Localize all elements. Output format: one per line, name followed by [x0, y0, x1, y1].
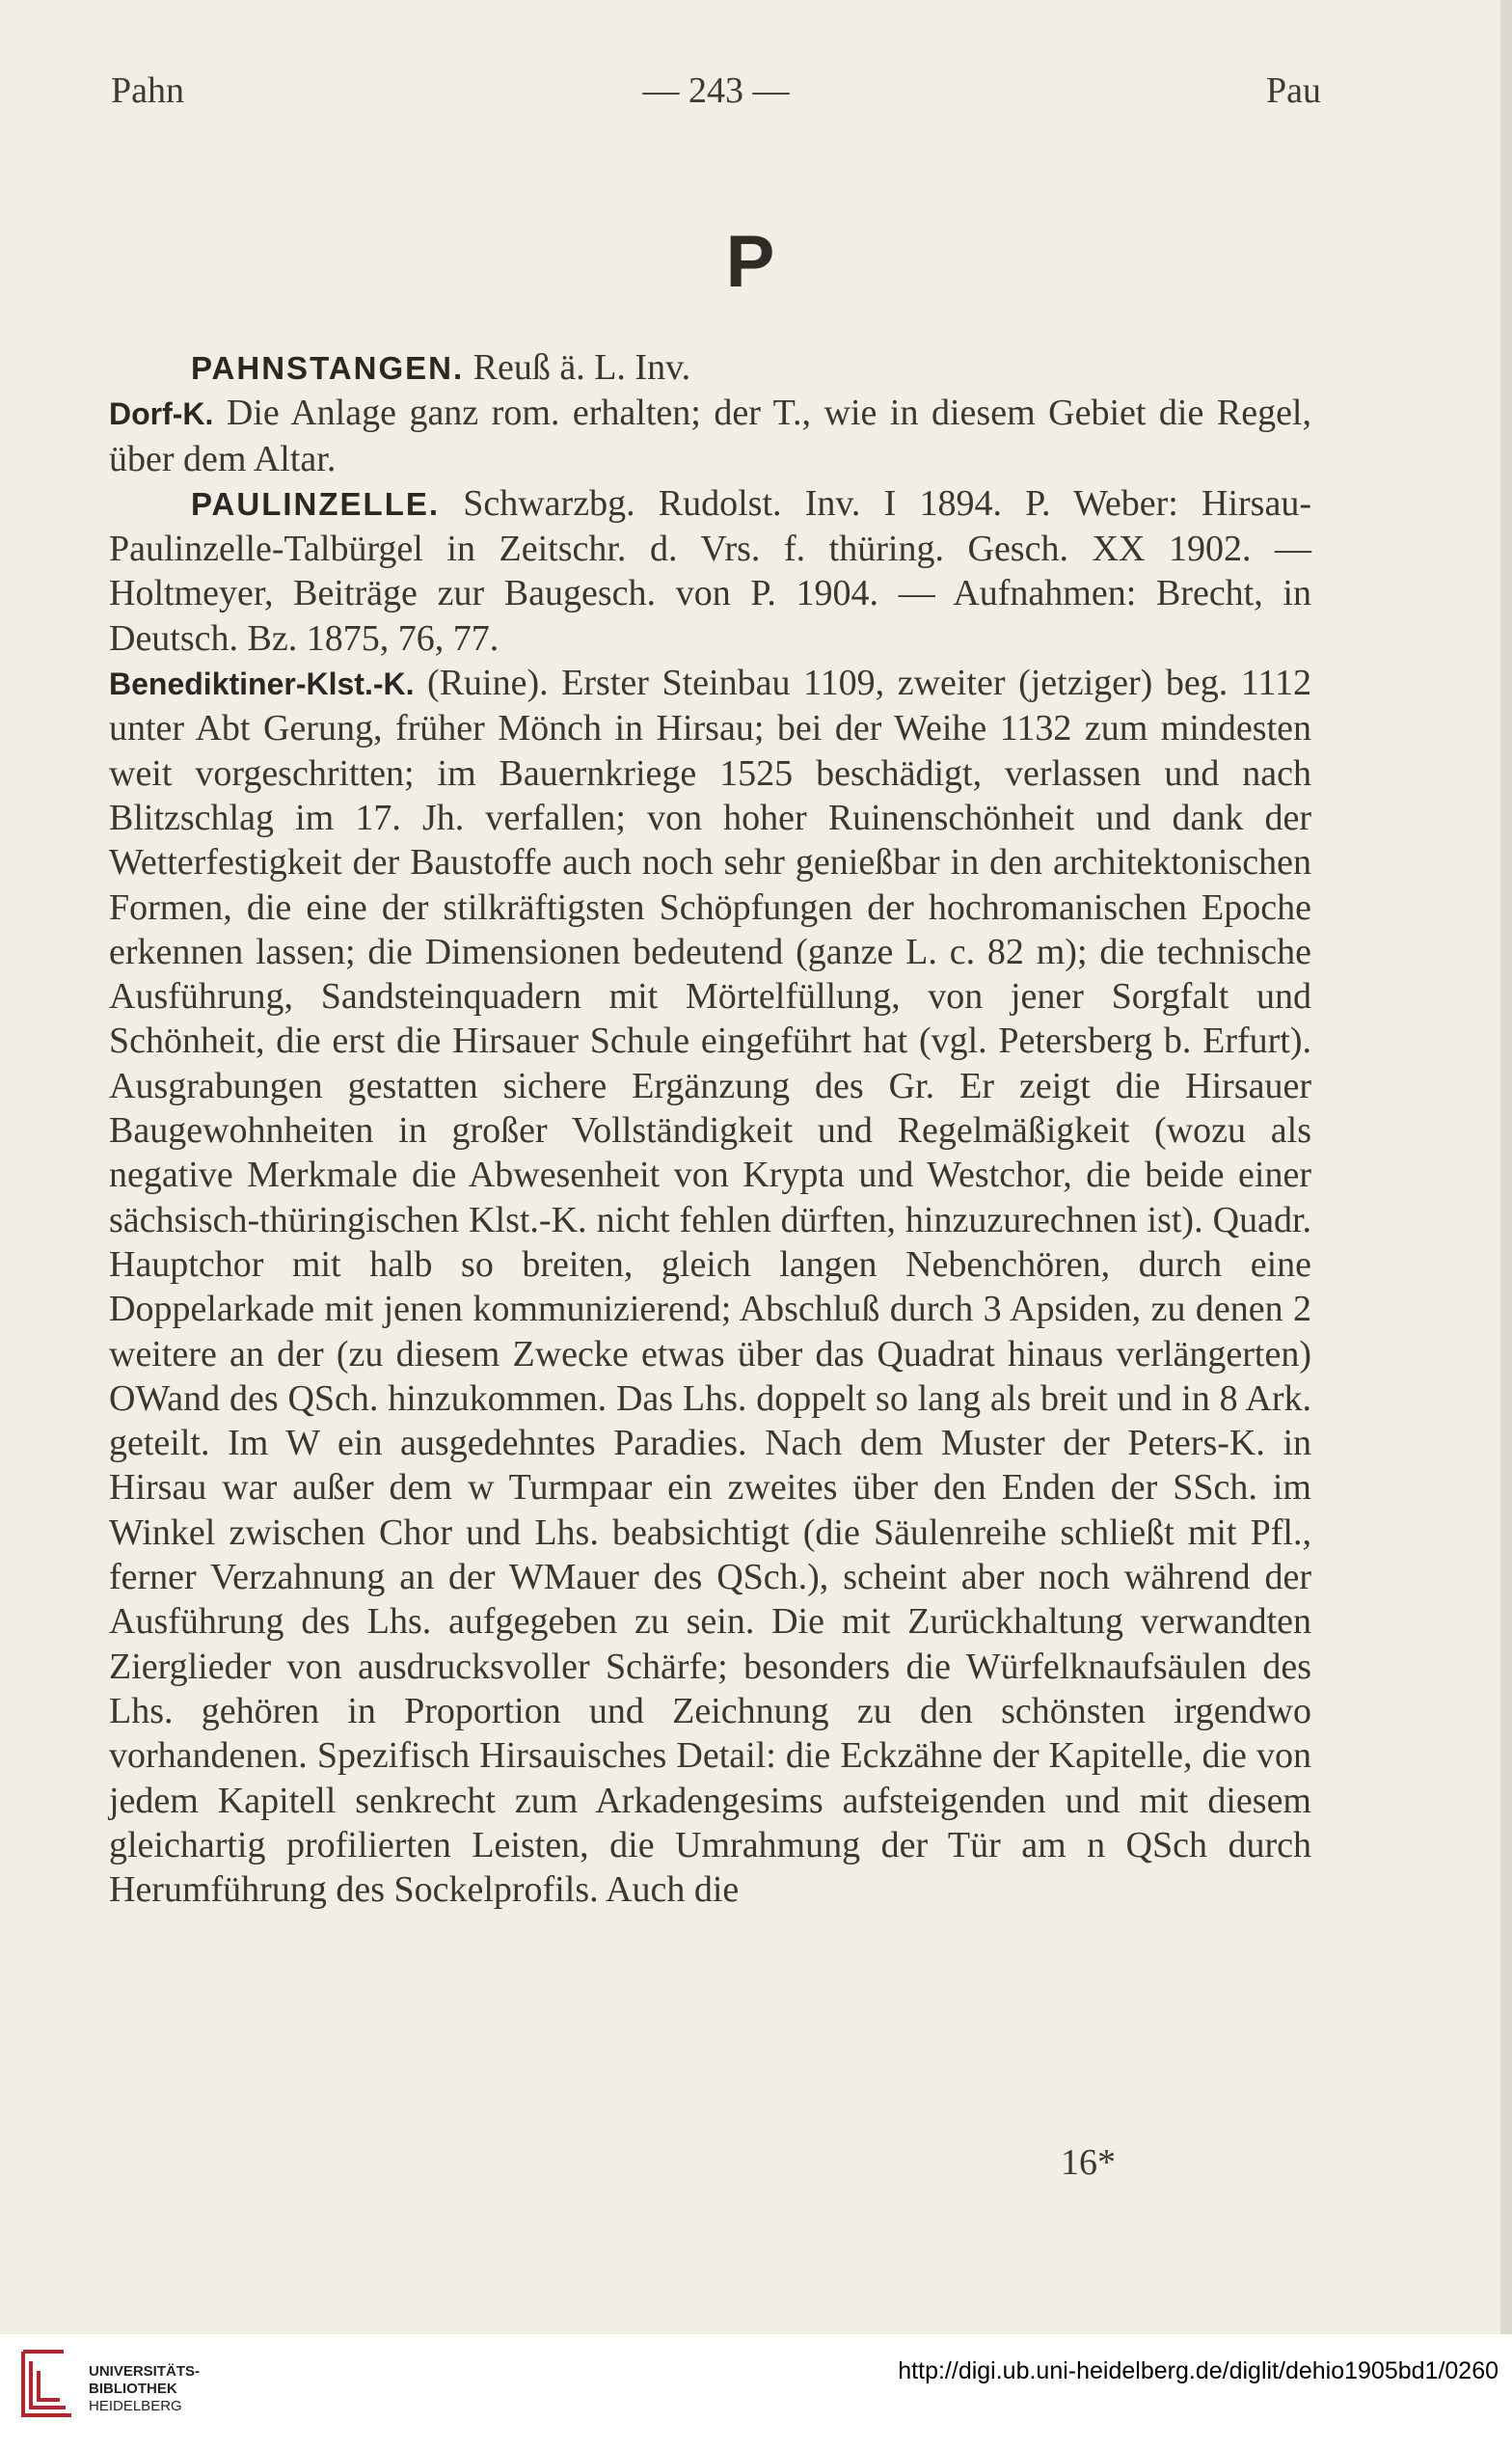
library-logo-icon	[17, 2348, 77, 2424]
page-edge	[1500, 0, 1512, 2334]
viewer-footer	[0, 2334, 1512, 2450]
subentry-dorf-kirche	[109, 391, 1311, 481]
library-name-line: BIBLIOTHEK	[89, 2381, 177, 2397]
subentry-text: (Ruine). Erster Steinbau 1109, zweiter (jetziger) beg. 1112 unter Abt Gerung, früher Mönch in Hirsau; bei der Weihe 1132 zum mindesten weit vorgeschritten; im Bauernkriege 1525 beschädigt, verlassen und nach Blitzschlag im 17. Jh. verfallen; von hoher Ruinenschönheit und dank der Wetterfestigkeit der Baustoffe auch noch sehr genießbar in den architektonischen Formen, die eine der stilkräftigsten Schöpfungen der hochromanischen Epoche erkennen lassen; die Dimensionen bedeutend (ganze L. c. 82 m); die technische Ausführung, Sandsteinquadern mit Mörtelfüllung, von jener Sorgfalt und Schönheit, die erst die Hirsauer Schule eingeführt hat (vgl. Petersberg b. Erfurt). Ausgrabungen gestatten sichere Ergänzung des Gr. Er zeigt die Hirsauer Baugewohnheiten in großer Vollständigkeit und Regelmäßigkeit (wozu als negative Merkmale die Abwesenheit von Krypta und Westchor, die beide einer sächsisch-thüringischen Klst.-K. nicht fehlen dürften, hinzuzurechnen ist). Quadr. Hauptchor mit halb so breiten, gleich langen Nebenchören, durch eine Doppelarkade mit jenen kommunizierend; Abschluß durch 3 Apsiden, zu denen 2 weitere an der (zu diesem Zwecke etwas über das Quadrat hinaus verlängerten) OWand des QSch. hinzukommen. Das Lhs. doppelt so lang als breit und in 8 Ark. geteilt. Im W ein ausgedehntes Paradies. Nach dem Muster der Peters-K. in Hirsau war außer dem w Turmpaar ein zweites über den Enden der SSch. im Winkel zwischen Chor und Lhs. beabsichtigt (die Säulenreihe schließt mit Pfl., ferner Verzahnung an der WMauer des QSch.), scheint aber noch während der Ausführung des Lhs. aufgegeben zu sein. Die mit Zurückhaltung verwandten Zierglieder von ausdrucksvoller Schärfe; besonders die Würfelknaufsäulen des Lhs. gehören in Proportion und Zeichnung zu den schönsten irgendwo vorhandenen. Spezifisch Hirsauisches Detail: die Eckzähne der Kapitelle, die von jedem Kapitell senkrecht zum Arkadengesims aufsteigenden und mit diesem gleichartig profilierten Leisten, die Umrahmung der Tür am n QSch durch Herumführung des Sockelprofils. Auch die	[109, 663, 1311, 1911]
subentry-text: Die Anlage ganz rom. erhalten; der T., wie in diesem Gebiet die Regel, über dem Altar.	[109, 393, 1311, 479]
running-head-left: Pahn	[111, 70, 184, 111]
library-name-line: HEIDELBERG	[89, 2398, 182, 2414]
sheet-signature: 16*	[1061, 2142, 1116, 2183]
sublemma-dorf-k: Dorf-K.	[109, 396, 214, 432]
library-name	[89, 2363, 200, 2415]
page-number: — 243 —	[642, 70, 790, 111]
running-head-right: Pau	[1266, 70, 1321, 111]
dictionary-text	[109, 345, 1311, 1912]
lemma-paulinzelle: PAULINZELLE.	[191, 485, 441, 522]
entry-intro: Reuß ä. L. Inv.	[464, 347, 691, 388]
lemma-pahnstangen: PAHNSTANGEN.	[191, 350, 465, 386]
section-letter: P	[725, 221, 775, 303]
permalink-url[interactable]: http://digi.ub.uni-heidelberg.de/diglit/dehio1905bd1/0260	[898, 2357, 1498, 2384]
running-head	[111, 69, 1321, 127]
entry-intro: Schwarzbg. Rudolst. Inv. I 1894. P. Weber: Hirsau-Paulinzelle-Talbürgel in Zeitschr. d. Vrs. f. thüring. Gesch. XX 1902. — Holtmeyer, Beiträge zur Baugesch. von P. 1904. — Aufnahmen: Brecht, in Deutsch. Bz. 1875, 76, 77.	[109, 482, 1311, 659]
subentry-benediktiner-kloster	[109, 661, 1311, 1912]
sublemma-benediktiner-klst-k: Benediktiner-Klst.-K.	[109, 667, 415, 702]
entry-pahnstangen	[109, 345, 1311, 391]
entry-paulinzelle	[109, 481, 1311, 661]
library-name-line: UNIVERSITÄTS-	[89, 2363, 201, 2380]
